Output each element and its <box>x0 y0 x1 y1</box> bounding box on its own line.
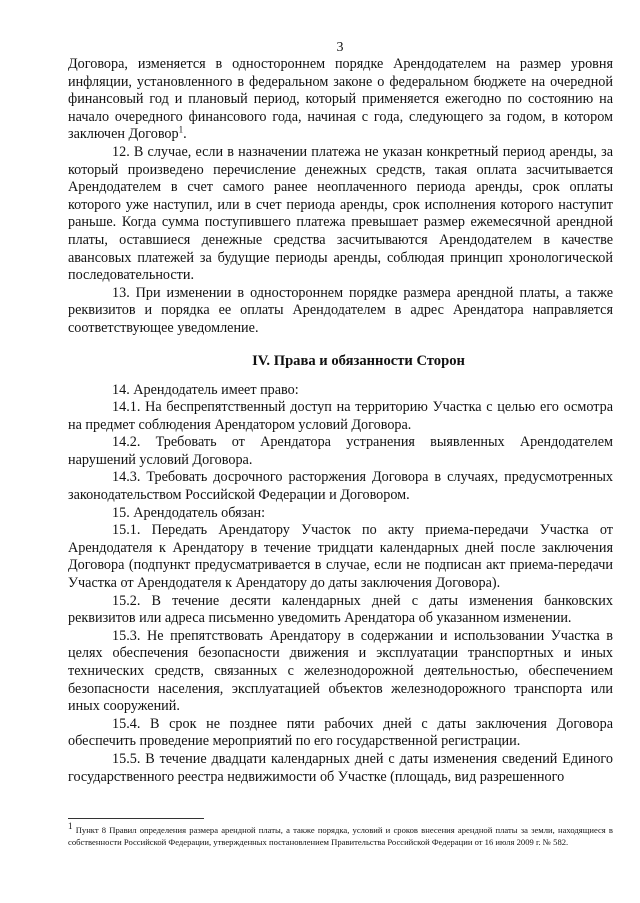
paragraph-15-3: 15.3. Не препятствовать Арендатору в содержании и использовании Участка в целях обеспечения безопасности движения и эксплуатации транспортных и иных технических средств, связанных с железнодорожной деятельностью, обеспечением безопасности населения, эксплуатацией объектов железнодорожного транспорта или иных сооружений. <box>68 627 613 715</box>
paragraph-15-1: 15.1. Передать Арендатору Участок по акту приема-передачи Участка от Арендодателя к Арендатору в течение тридцати календарных дней после заключения Договора (подпункт предусматривается в случае, если не подписан акт приема-передачи Участка от Арендодателя к Арендатору до даты заключения Договора). <box>68 522 613 592</box>
paragraph-12: 12. В случае, если в назначении платежа не указан конкретный период аренды, за который произведено перечисление денежных средств, такая оплата засчитывается Арендодателем в счет самого ранее неоплаченного периода аренды, срок оплаты которого уже наступил, или в счет периода аренды, срок исполнения которого наступит раньше. Когда сумма поступившего платежа превышает размер ежемесячной арендной платы, оставшиеся денежные средства засчитываются Арендодателем в качестве авансовых платежей за будущие периоды аренды, соблюдая принцип хронологической последовательности. <box>68 143 613 284</box>
footnote <box>68 821 613 848</box>
paragraph-15-2: 15.2. В течение десяти календарных дней с даты изменения банковских реквизитов или адреса письменно уведомить Арендатора об указанном изменении. <box>68 592 613 627</box>
paragraph-14-1: 14.1. На беспрепятственный доступ на территорию Участка с целью его осмотра на предмет соблюдения Арендатором условий Договора. <box>68 399 613 433</box>
document-body <box>68 56 613 786</box>
paragraph-15-4: 15.4. В срок не позднее пяти рабочих дней с даты заключения Договора обеспечить проведение мероприятий по его государственной регистрации. <box>68 715 613 750</box>
page-number: 3 <box>336 40 344 55</box>
paragraph-text: Договора, изменяется в одностороннем порядке Арендодателем на размер уровня инфляции, установленного в федеральном законе о федеральном бюджете на очередной финансовый год и плановый период, который применяется ежегодно по состоянию на начало очередного финансового года, начиная с года, следующего за годом, в котором заключен Договор <box>68 56 613 143</box>
paragraph-15: 15. Арендодатель обязан: <box>112 504 266 521</box>
paragraph-13: 13. При изменении в одностороннем порядке размера арендной платы, а также реквизитов и порядка ее оплаты Арендодателем в адрес Арендатора направляется соответствующее уведомление. <box>68 284 613 336</box>
paragraph-15-5: 15.5. В течение двадцати календарных дней с даты изменения сведений Единого государственного реестра недвижимости об Участке (площадь, вид разрешенного <box>68 750 613 785</box>
paragraph-14-3: 14.3. Требовать досрочного расторжения Договора в случаях, предусмотренных законодательством Российской Федерации и Договором. <box>68 469 613 504</box>
footnote-text: Пункт 8 Правил определения размера арендной платы, а также порядка, условий и сроков внесения арендной платы за земли, находящиеся в собственности Российской Федерации, утвержденных постановлением Правительства Российской Федерации от 16 июля 2009 г. № 582. <box>68 825 613 847</box>
footnote-ref[interactable]: 1 <box>178 124 184 135</box>
footnote-marker: 1 <box>68 821 73 832</box>
paragraph-14: 14. Арендодатель имеет право: <box>112 381 299 398</box>
paragraph-14-2: 14.2. Требовать от Арендатора устранения выявленных Арендодателем нарушений условий Договора. <box>68 434 613 468</box>
paragraph-continuation: Договора, изменяется в одностороннем порядке Арендодателем на размер уровня инфляции, установленного в федеральном законе о федеральном бюджете на очередной финансовый год и плановый период, который применяется ежегодно по состоянию на начало очередного финансового года, начиная с года, следующего за годом, в котором заключен Договор$^1$. <box>68 56 613 143</box>
footnote-divider <box>68 818 204 819</box>
section-heading: IV. Права и обязанности Сторон <box>252 352 465 369</box>
